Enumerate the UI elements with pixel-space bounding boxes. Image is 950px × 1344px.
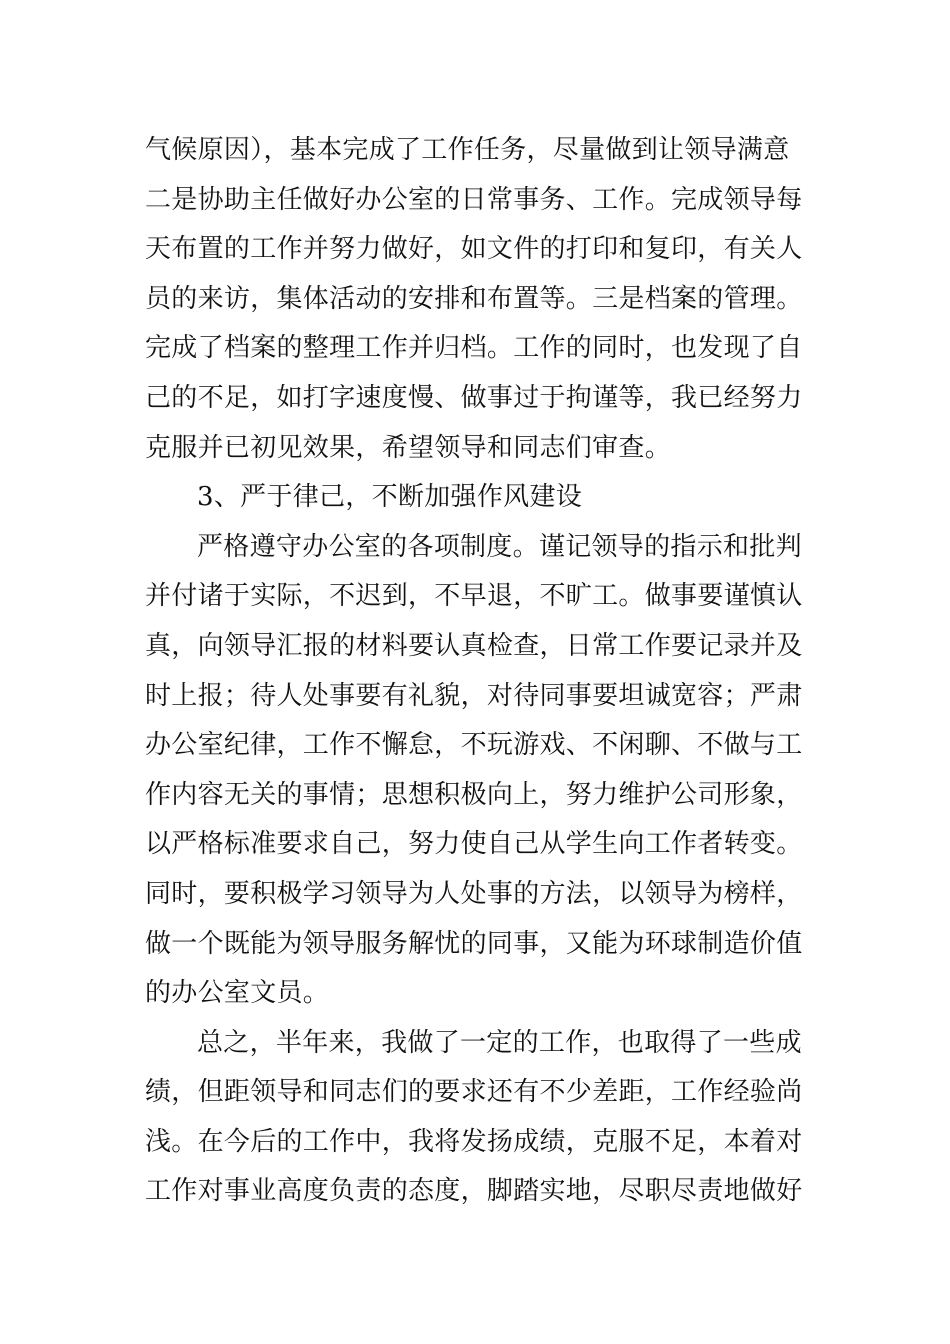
paragraph-line: 己的不足，如打字速度慢、做事过于拘谨等，我已经努力 [145, 382, 803, 413]
paragraph-line: 作内容无关的事情；思想积极向上，努力维护公司形象， [145, 779, 803, 810]
paragraph-line: 员的来访，集体活动的安排和布置等。三是档案的管理。 [145, 283, 803, 314]
paragraph-line: 克服并已初见效果，希望领导和同志们审查。 [145, 432, 672, 463]
paragraph-line: 二是协助主任做好办公室的日常事务、工作。完成领导每 [145, 184, 803, 215]
paragraph-line: 并付诸于实际，不迟到，不早退，不旷工。做事要谨慎认 [145, 581, 803, 612]
paragraph-line: 天布置的工作并努力做好，如文件的打印和复印，有关人 [145, 234, 803, 265]
paragraph-line: 总之，半年来，我做了一定的工作，也取得了一些成 [197, 1027, 802, 1058]
paragraph-line: 以严格标准要求自己，努力使自己从学生向工作者转变。 [145, 829, 803, 860]
paragraph-line: 时上报；待人处事要有礼貌，对待同事要坦诚宽容；严肃 [145, 680, 803, 711]
paragraph-line: 完成了档案的整理工作并归档。工作的同时，也发现了自 [145, 333, 803, 364]
document-body [145, 126, 815, 1217]
paragraph-line: 的办公室文员。 [145, 978, 330, 1009]
paragraph-line: 同时，要积极学习领导为人处事的方法，以领导为榜样， [145, 878, 803, 909]
paragraph-line: 办公室纪律，工作不懈怠，不玩游戏、不闲聊、不做与工 [145, 730, 803, 761]
paragraph-line: 工作对事业高度负责的态度，脚踏实地，尽职尽责地做好 [145, 1176, 803, 1207]
paragraph-line: 真，向领导汇报的材料要认真检查，日常工作要记录并及 [145, 630, 803, 661]
paragraph-line: 做一个既能为领导服务解忧的同事，又能为环球制造价值 [145, 928, 803, 959]
paragraph-line: 严格遵守办公室的各项制度。谨记领导的指示和批判 [197, 531, 802, 562]
paragraph-line: 绩，但距领导和同志们的要求还有不少差距，工作经验尚 [145, 1077, 803, 1108]
paragraph-line: 气候原因），基本完成了工作任务，尽量做到让领导满意 [145, 135, 790, 165]
section-heading: 3、严于律己，不断加强作风建设 [197, 482, 583, 513]
paragraph-line: 浅。在今后的工作中，我将发扬成绩，克服不足，本着对 [145, 1126, 803, 1157]
